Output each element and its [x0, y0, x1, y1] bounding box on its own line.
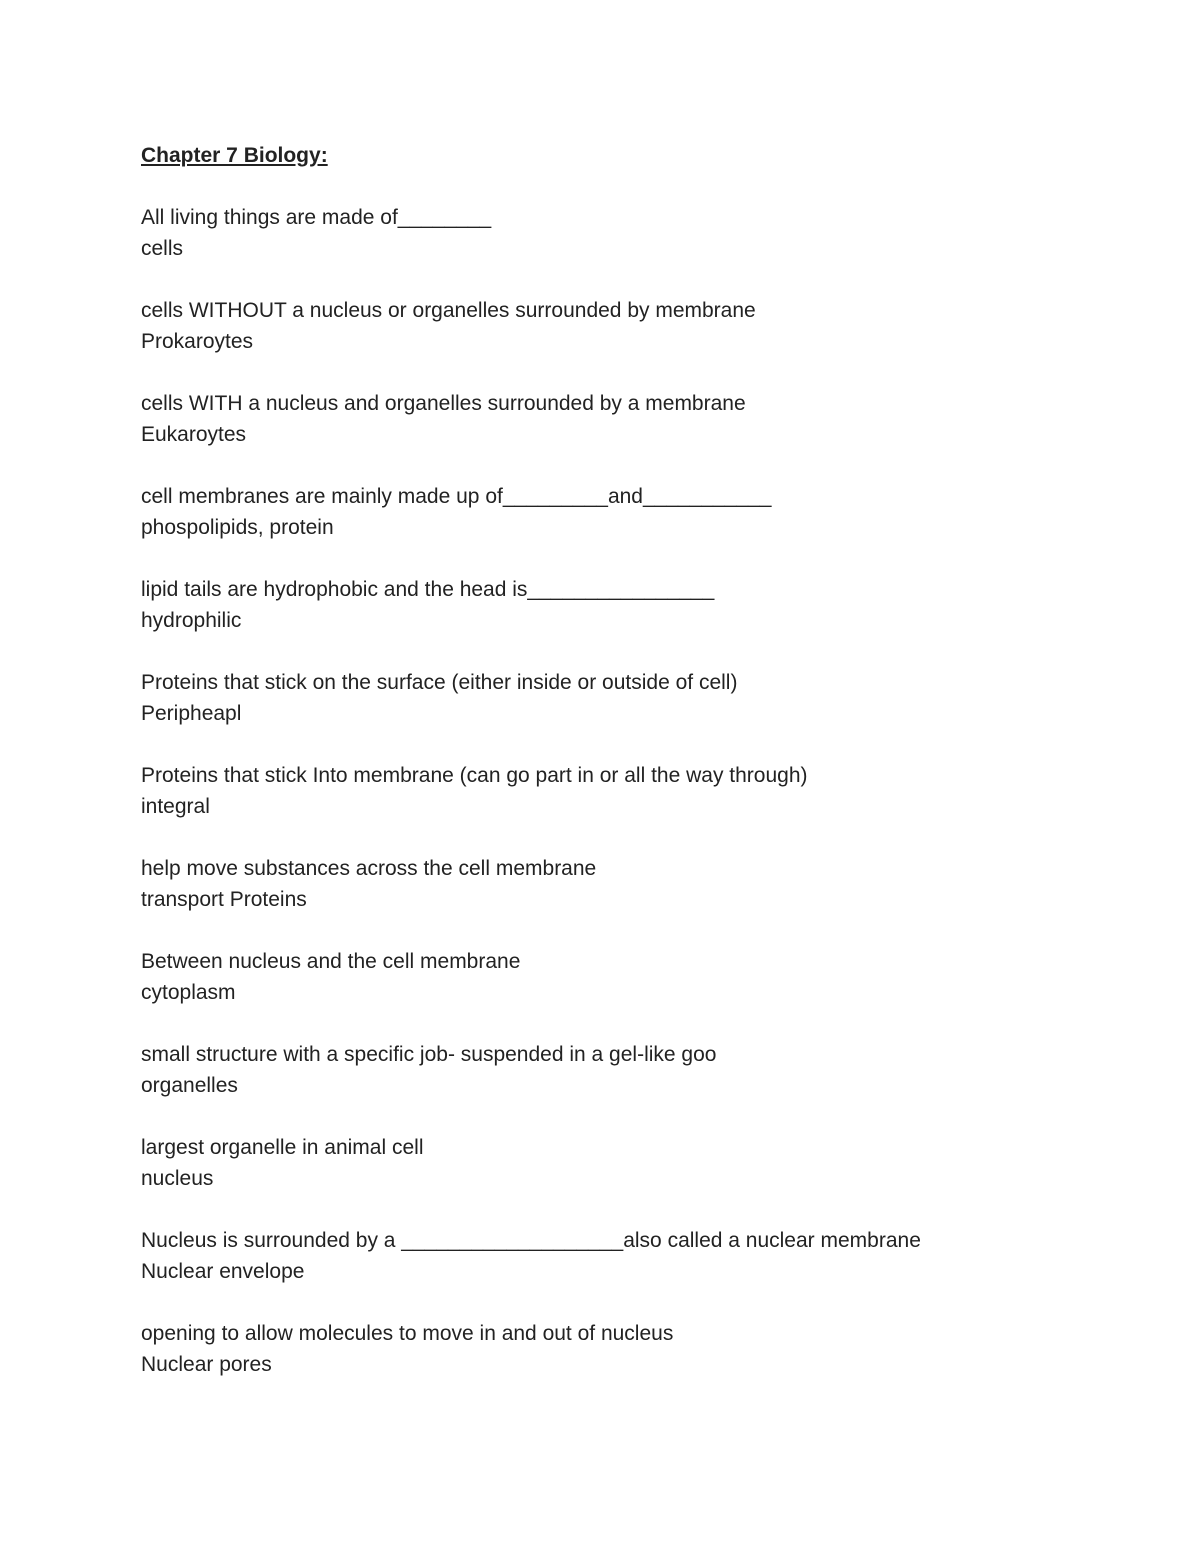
- question-text: Nucleus is surrounded by a ___________________also called a nuclear membrane: [141, 1229, 921, 1252]
- answer-text: Nuclear pores: [141, 1353, 272, 1376]
- question-text: cells WITH a nucleus and organelles surrounded by a membrane: [141, 392, 746, 415]
- qa-item-7: [141, 760, 1141, 822]
- qa-item-10: [141, 1039, 1141, 1101]
- qa-item-11: [141, 1132, 1141, 1194]
- answer-text: Eukaroytes: [141, 423, 247, 446]
- document-body: [141, 140, 1141, 1411]
- question-text: Proteins that stick Into membrane (can go part in or all the way through): [141, 764, 808, 787]
- qa-item-2: [141, 295, 1141, 357]
- answer-text: Nuclear envelope: [141, 1260, 305, 1283]
- question-text: lipid tails are hydrophobic and the head is________________: [141, 578, 715, 601]
- question-text: cells WITHOUT a nucleus or organelles surrounded by membrane: [141, 299, 756, 322]
- qa-item-1: [141, 202, 1141, 264]
- question-text: small structure with a specific job- suspended in a gel-like goo: [141, 1043, 717, 1066]
- question-text: help move substances across the cell membrane: [141, 857, 597, 880]
- answer-text: nucleus: [141, 1167, 214, 1190]
- question-text: largest organelle in animal cell: [141, 1136, 424, 1159]
- qa-item-5: [141, 574, 1141, 636]
- question-text: Between nucleus and the cell membrane: [141, 950, 521, 973]
- qa-item-4: [141, 481, 1141, 543]
- qa-item-3: [141, 388, 1141, 450]
- document-title: Chapter 7 Biology:: [141, 144, 328, 167]
- qa-item-9: [141, 946, 1141, 1008]
- answer-text: cytoplasm: [141, 981, 236, 1004]
- question-text: cell membranes are mainly made up of_________and___________: [141, 485, 772, 508]
- answer-text: Prokaroytes: [141, 330, 254, 353]
- answer-text: Peripheарl: [141, 702, 242, 725]
- answer-text: organelles: [141, 1074, 238, 1097]
- qa-item-13: [141, 1318, 1141, 1380]
- question-text: opening to allow molecules to move in and out of nucleus: [141, 1322, 674, 1345]
- qa-item-8: [141, 853, 1141, 915]
- answer-text: transport Proteins: [141, 888, 307, 911]
- answer-text: hydrophilic: [141, 609, 242, 632]
- answer-text: phospolipids, protein: [141, 516, 334, 539]
- qa-item-12: [141, 1225, 1141, 1287]
- qa-item-6: [141, 667, 1141, 729]
- question-text: All living things are made of________: [141, 206, 492, 229]
- answer-text: integral: [141, 795, 210, 818]
- question-text: Proteins that stick on the surface (either inside or outside of cell): [141, 671, 738, 694]
- answer-text: cells: [141, 237, 184, 260]
